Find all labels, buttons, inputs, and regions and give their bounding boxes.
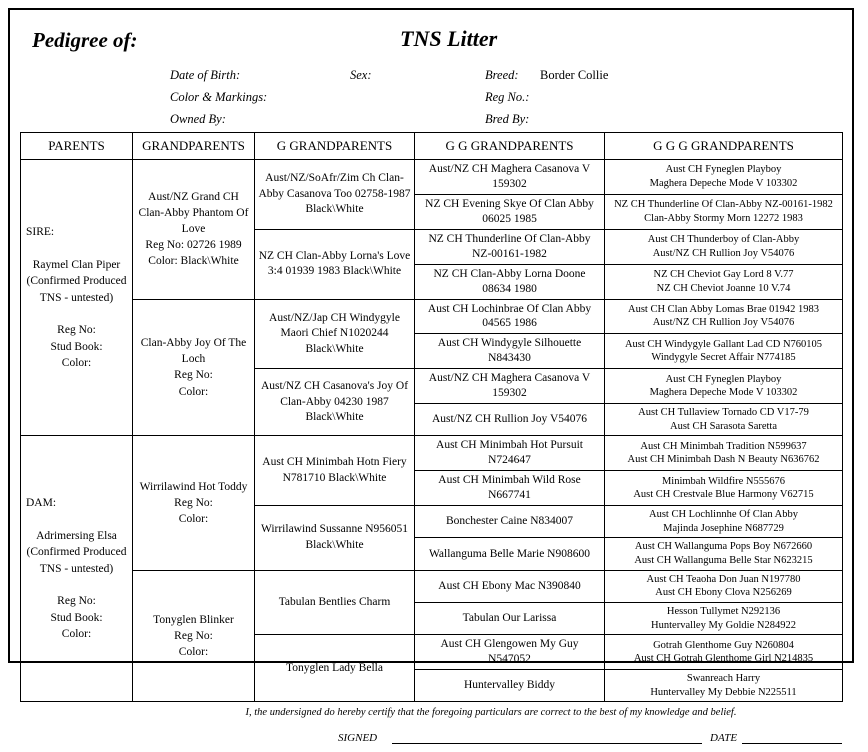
ggg-grandparent-cell — [605, 369, 843, 404]
owned-by-label: Owned By: — [170, 112, 226, 126]
g-grandparent-cell: Tabulan Bentlies Charm — [255, 570, 415, 635]
litter-title: TNS Litter — [400, 26, 498, 51]
pedigree-table — [20, 132, 843, 702]
ggg-grandparent-cell — [605, 670, 843, 702]
table-row — [21, 160, 843, 195]
sex-label: Sex: — [350, 68, 372, 82]
column-header-ggg-grandparents: G G G GRANDPARENTS — [605, 133, 843, 160]
g-grandparent-cell: Aust/NZ CH Casanova's Joy Of Clan-Abby 04230 1987 Black\White — [255, 369, 415, 436]
gg-grandparent-cell: Aust CH Minimbah Wild Rose N667741 — [415, 471, 605, 506]
grandparent-name: Clan-Abby Joy Of The Loch — [140, 337, 247, 366]
grandparent-reg-no: Reg No: 02726 1989 — [145, 239, 242, 252]
ggg-line: Aust CH Tullaview Tornado CD V17-79 — [638, 407, 809, 419]
dam-stud-book: Stud Book: — [50, 611, 103, 624]
gg-grandparent-cell: Aust CH Lochinbrae Of Clan Abby 04565 1986 — [415, 299, 605, 334]
sire-note: (Confirmed Produced TNS - untested) — [26, 275, 127, 304]
g-grandparent-cell: Aust/NZ/Jap CH Windygyle Maori Chief N1020244 Black\White — [255, 299, 415, 369]
ggg-line: Aust CH Sarasota Saretta — [669, 420, 778, 432]
ggg-line: Aust CH Wallanguma Pops Boy N672660 — [634, 541, 813, 553]
ggg-line: Swanreach Harry — [686, 673, 761, 685]
date-label: DATE — [710, 732, 738, 745]
ggg-line: NZ CH Thunderline Of Clan-Abby NZ-00161-1982 — [614, 199, 833, 211]
ggg-line: Aust CH Windygyle Gallant Lad CD N760105 — [624, 338, 823, 350]
ggg-grandparent-cell — [605, 538, 843, 570]
column-header-parents: PARENTS — [21, 133, 133, 160]
gg-grandparent-cell: Tabulan Our Larissa — [415, 603, 605, 635]
grandparent-cell — [133, 570, 255, 702]
gg-grandparent-cell: Aust CH Minimbah Hot Pursuit N724647 — [415, 436, 605, 471]
grandparent-name: Aust/NZ Grand CH Clan-Abby Phantom Of Love — [138, 191, 249, 236]
ggg-line: Minimbah Wildfire N555676 — [661, 475, 786, 487]
ggg-line: Aust CH Minimbah Dash N Beauty N636762 — [627, 454, 820, 466]
ggg-line: Aust CH Clan Abby Lomas Brae 01942 1983 — [627, 303, 820, 315]
sire-cell — [21, 160, 133, 436]
pedigree-of-label: Pedigree of: — [32, 28, 138, 52]
dam-color: Color: — [61, 628, 92, 641]
ggg-line: Hesson Tullymet N292136 — [666, 606, 781, 617]
column-header-grandparents: GRANDPARENTS — [133, 133, 255, 160]
ggg-line: Gotrah Glenthome Guy N260804 — [653, 639, 794, 651]
table-row — [21, 299, 843, 334]
date-line[interactable] — [742, 743, 842, 744]
g-grandparent-cell: NZ CH Clan-Abby Lorna's Love 3:4 01939 1983 Black\White — [255, 229, 415, 299]
ggg-line: Aust CH Wallanguma Belle Star N623215 — [634, 555, 813, 567]
gg-grandparent-cell: Huntervalley Biddy — [415, 670, 605, 702]
ggg-line: Aust CH Minimbah Tradition N599637 — [640, 440, 807, 452]
grandparent-color: Color: — [178, 513, 209, 526]
table-header-row — [21, 133, 843, 160]
gg-grandparent-cell: Aust/NZ CH Maghera Casanova V 159302 — [415, 369, 605, 404]
gg-grandparent-cell: NZ CH Clan-Abby Lorna Doone 08634 1980 — [415, 264, 605, 299]
ggg-line: Maghera Depeche Mode V 103302 — [649, 387, 798, 399]
ggg-grandparent-cell — [605, 570, 843, 602]
sire-color: Color: — [61, 356, 92, 369]
dam-note: (Confirmed Produced TNS - untested) — [26, 546, 127, 575]
grandparent-color: Color: — [178, 385, 209, 398]
gg-grandparent-cell: NZ CH Evening Skye Of Clan Abby 06025 1985 — [415, 194, 605, 229]
dam-role-label: DAM: — [26, 497, 57, 510]
ggg-line: Aust CH Ebony Clova N256269 — [655, 587, 792, 599]
ggg-line: Huntervalley My Goldie N284922 — [651, 619, 796, 631]
table-row — [21, 570, 843, 602]
ggg-line: Aust CH Teaoha Don Juan N197780 — [646, 573, 801, 585]
grandparent-color: Color: — [178, 646, 209, 659]
g-grandparent-cell: Aust/NZ/SoAfr/Zim Ch Clan-Abby Casanova Too 02758-1987 Black\White — [255, 160, 415, 230]
g-grandparent-cell: Tonyglen Lady Bella — [255, 635, 415, 702]
breed-value: Border Collie — [540, 68, 609, 82]
bred-by-label: Bred By: — [485, 112, 530, 126]
certification-text: I, the undersigned do hereby certify that the foregoing particulars are correct to the best of my knowledge and belief. — [245, 707, 737, 719]
sire-role-label: SIRE: — [26, 226, 55, 239]
ggg-grandparent-cell — [605, 299, 843, 334]
ggg-line: Aust CH Fyneglen Playboy — [665, 164, 782, 176]
header-meta — [20, 66, 842, 128]
ggg-grandparent-cell — [605, 506, 843, 538]
gg-grandparent-cell: Aust/NZ CH Maghera Casanova V 159302 — [415, 160, 605, 195]
signature-row — [20, 732, 842, 752]
ggg-line: Aust CH Lochlinnhe Of Clan Abby — [648, 509, 799, 521]
sire-name: Raymel Clan Piper — [32, 258, 121, 271]
g-grandparent-cell: Aust CH Minimbah Hotn Fiery N781710 Black\White — [255, 436, 415, 506]
breed-label: Breed: — [485, 68, 519, 82]
gg-grandparent-cell: Aust CH Glengowen My Guy N547052 — [415, 635, 605, 670]
ggg-grandparent-cell — [605, 635, 843, 670]
ggg-line: Aust CH Gotrah Glenthome Girl N214835 — [633, 653, 814, 665]
gg-grandparent-cell: Wallanguma Belle Marie N908600 — [415, 538, 605, 570]
ggg-grandparent-cell — [605, 603, 843, 635]
gg-grandparent-cell: Aust/NZ CH Rullion Joy V54076 — [415, 404, 605, 436]
g-grandparent-cell: Wirrilawind Sussanne N956051 Black\White — [255, 506, 415, 571]
ggg-line: Aust/NZ CH Rullion Joy V54076 — [652, 247, 795, 259]
ggg-grandparent-cell — [605, 160, 843, 195]
ggg-line: Aust CH Fyneglen Playboy — [665, 373, 782, 385]
ggg-grandparent-cell — [605, 436, 843, 471]
header-title-row — [20, 20, 842, 60]
ggg-line: Windygyle Secret Affair N774185 — [651, 352, 796, 364]
grandparent-cell — [133, 160, 255, 300]
ggg-line: Aust/NZ CH Rullion Joy V54076 — [652, 317, 795, 329]
gg-grandparent-cell: Aust CH Windygyle Silhouette N843430 — [415, 334, 605, 369]
color-markings-label: Color & Markings: — [170, 90, 268, 104]
ggg-line: Majinda Josephine N687729 — [663, 522, 784, 534]
ggg-grandparent-cell — [605, 404, 843, 436]
gg-grandparent-cell: NZ CH Thunderline Of Clan-Abby NZ-00161-1982 — [415, 229, 605, 264]
ggg-line: Clan-Abby Stormy Morn 12272 1983 — [644, 212, 803, 224]
gg-grandparent-cell: Bonchester Caine N834007 — [415, 506, 605, 538]
pedigree-certificate — [8, 8, 854, 745]
ggg-line: NZ CH Cheviot Gay Lord 8 V.77 — [653, 268, 794, 280]
sire-stud-book: Stud Book: — [50, 340, 103, 353]
dam-name: Adrimersing Elsa — [36, 530, 117, 543]
grandparent-name: Tonyglen Blinker — [153, 613, 234, 626]
grandparent-color: Color: Black\White — [148, 255, 239, 268]
grandparent-reg-no: Reg No: — [174, 369, 213, 382]
reg-no-label: Reg No.: — [485, 90, 530, 104]
gg-grandparent-cell: Aust CH Ebony Mac N390840 — [415, 570, 605, 602]
signed-label: SIGNED — [338, 732, 378, 745]
ggg-grandparent-cell — [605, 229, 843, 264]
date-of-birth-label: Date of Birth: — [170, 68, 241, 82]
ggg-line: Aust CH Thunderboy of Clan-Abby — [647, 234, 800, 246]
ggg-grandparent-cell — [605, 334, 843, 369]
dam-cell — [21, 436, 133, 702]
ggg-line: NZ CH Cheviot Joanne 10 V.74 — [656, 282, 791, 294]
signature-line[interactable] — [392, 743, 702, 744]
grandparent-name: Wirrilawind Hot Toddy — [139, 480, 248, 493]
ggg-line: Maghera Depeche Mode V 103302 — [649, 177, 798, 189]
column-header-gg-grandparents: G G GRANDPARENTS — [415, 133, 605, 160]
grandparent-reg-no: Reg No: — [174, 497, 213, 510]
column-header-g-grandparents: G GRANDPARENTS — [255, 133, 415, 160]
ggg-grandparent-cell — [605, 194, 843, 229]
ggg-grandparent-cell — [605, 471, 843, 506]
grandparent-reg-no: Reg No: — [174, 630, 213, 643]
dam-reg-no: Reg No: — [57, 595, 96, 608]
grandparent-cell — [133, 299, 255, 436]
grandparent-cell — [133, 436, 255, 570]
sire-reg-no: Reg No: — [57, 324, 96, 337]
ggg-line: Huntervalley My Debbie N225511 — [650, 686, 797, 698]
ggg-line: Aust CH Crestvale Blue Harmony V62715 — [633, 489, 814, 501]
ggg-grandparent-cell — [605, 264, 843, 299]
table-row — [21, 436, 843, 471]
